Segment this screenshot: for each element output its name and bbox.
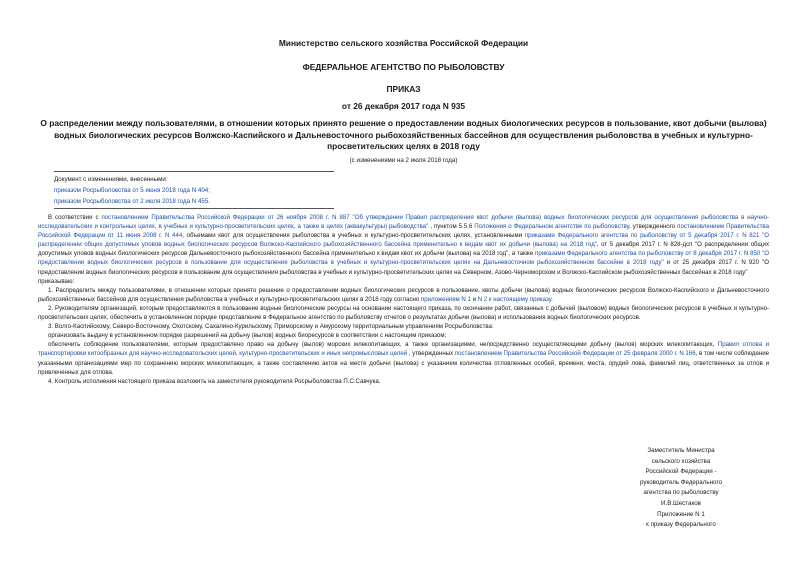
ministry-name: Министерство сельского хозяйства Российской Федерации [278,38,529,48]
reference-link[interactable]: Правил отлова и транспортировки китообразных для научно-исследовательских целей, культурно-просветительских и иных непромысловых целей [38,341,769,358]
reference-link[interactable]: постановлением Правительства Российской Федерации от 25 февраля 2000 г. N 166 [454,350,696,358]
text-segment: , утвержденных [407,350,455,358]
reference-link[interactable]: N 2 к настоящему приказу [477,295,552,303]
signature-line: руководитель Федерального [639,478,723,486]
history-link-2[interactable]: приказом Росрыболовства от 2 июля 2018 года N 455. [54,197,210,205]
clause-3b [38,340,769,376]
text-segment: , пунктом 5.5.6 [428,223,475,231]
signer-name: И.В.Шестаков [661,499,701,507]
text-segment: , от 5 декабря 2017 г. N 828-дсп "О распределении общих допустимых уловов водных биологических ресурсов Дальневосточного рыбохозяйственного бассейна применительно к видам квот их добычи (вылова) на 2018 год", а также [38,241,770,258]
appendix-title: Приложение N 1 [657,510,705,518]
reference-link[interactable]: Положения о Федеральном агентстве по рыболовству [474,223,630,231]
signature-line: сельского хозяйства [651,457,711,465]
reference-link[interactable]: приложениям N 1 [420,295,471,303]
text-segment: , объемами квот для осуществления рыболовства в учебных и культурно-просветительских целях, установленными [182,232,525,240]
text-segment: . [551,295,553,303]
appendix-subtitle: к приказу Федерального [646,521,716,529]
history-rule-bottom [54,208,334,209]
changes-note: (с изменениями на 2 июля 2018 года) [349,157,458,164]
document-body [38,213,769,386]
reference-link[interactable]: приказами Федерального агентства по рыболовству от 8 декабря 2017 г. N 850 "О предоставлении водных биологических ресурсов в пользование для осуществления рыболовства в учебных и культурно-просветительских целях на Дальневосточном рыбохозяйственном бассейне в 2018 году" [38,250,769,267]
history-rule-top [54,171,334,172]
clause-4: 4. Контроль исполнения настоящего приказа возложить на заместителя руководителя Росрыболовства П.С.Савчука. [48,377,381,385]
preamble-paragraph [38,213,769,277]
reference-link[interactable]: приказами Федерального агентства по рыболовству от 5 декабря 2017 г. N 821 "О распределении общих допустимых уловов водных биологических ресурсов Волжско-Каспийского рыбохозяйственного бассейна применительно к видам квот их добычи (вылова) на 2018 год" [38,232,770,249]
doc-date-number: от 26 декабря 2017 года N 935 [341,101,466,111]
doc-title: О распределении между пользователями, в отношении которых принято решение о предоставлении водных биологических ресурсов в пользование, квот добычи (вылова) водных биологических ресурсов Волжско-Каспийского и Дальневосточного рыбохозяйственных бассейнов для осуществления рыболовства в учебных и культурно-просветительских целях в 2018 году [40,118,767,152]
signature-line: агентства по рыболовству [643,489,719,497]
clause-3: 3. Волго-Каспийскому, Северо-Восточному, Охотскому, Сахалино-Курильскому, Приморскому и Амурскому территориальным управлениям Росрыболовства: [48,323,494,331]
text-segment: 1. Распределить между пользователями, в отношении которых принято решение о предоставлении водных биологических ресурсов в пользование, квоты добычи (вылова) водных биологических ресурсов Волжско-Каспийского и Дальневосточного рыбохозяйственных бассейнов для осуществления рыболовства в учебных и культурно-просветительских целях в 2018 году согласно [38,286,769,303]
clause-1 [38,286,769,304]
signature-line: Заместитель Министра [647,447,715,454]
text-segment: , в том числе соблюдение указанными организациями мер по сохранению морских млекопитающих, а также составлению актов на месте добычи (вылова) с указанием количества отловленных особей, времени, места, орудий лова, фамилий лиц, ответственных за отлов и привлеченных для отлова. [38,350,769,376]
text-segment: обеспечить соблюдение пользователями, которым предоставлено право на добычу (вылов) морских млекопитающих, а также организациями, непосредственно осуществляющими добычу (вылов) морских млекопитающих, [48,341,718,349]
order-word: приказываю: [38,277,75,285]
history-intro: Документ с изменениями, внесенными: [54,176,168,183]
reference-link[interactable]: постановлением Правительства Российской Федерации от 11 июня 2008 г. N 444 [38,223,769,240]
agency-name: ФЕДЕРАЛЬНОЕ АГЕНТСТВО ПО РЫБОЛОВСТВУ [302,62,505,72]
signature-block [631,446,731,531]
clause-2: 2. Руководителям организаций, которым предоставляются в пользование водные биологические ресурсы на основании настоящего приказа, по окончании работ, связанных с добычей (выловом) водных биологических ресурсов в учебных и культурно-просветительских целях, обеспечить в установленном порядке представление в Федеральное агентство по рыболовству отчетов о результатах добычи (вылова) и использования водных биологических ресурсов. [38,304,769,322]
doc-type: ПРИКАЗ [386,84,421,94]
signature-line: Российской Федерации - [645,468,717,476]
history-link-1[interactable]: приказом Росрыболовства от 5 июня 2018 года N 404; [54,186,210,194]
text-segment: В соответствии с [48,214,102,221]
clause-3a: организовать выдачу в установленном порядке разрешений на добычу (вылов) водных биоресурсов в соответствии с настоящим приказом; [48,332,447,340]
text-segment: и от 25 декабря 2017 г. N 920 "О предоставлении водных биологических ресурсов в пользование для осуществления рыболовства в учебных и культурно-просветительских целях на Северном, Азово-Черноморском и Волжско-Каспийском рыбохозяйственных бассейнах в 2018 году" [38,259,769,276]
reference-link[interactable]: постановлением Правительства Российской Федерации от 26 ноября 2008 г. N 887 "Об утверждении Правил распределения квот добычи (вылова) водных биологических ресурсов для осуществления рыболовства в научно-исследовательских и контрольных целях, в учебных и культурно-просветительских целях, а также в целях (аквакультуры) рыбоводства" [38,214,770,231]
text-segment: , утвержденного [629,223,678,231]
text-segment: и [470,295,478,303]
history-block [54,175,210,207]
